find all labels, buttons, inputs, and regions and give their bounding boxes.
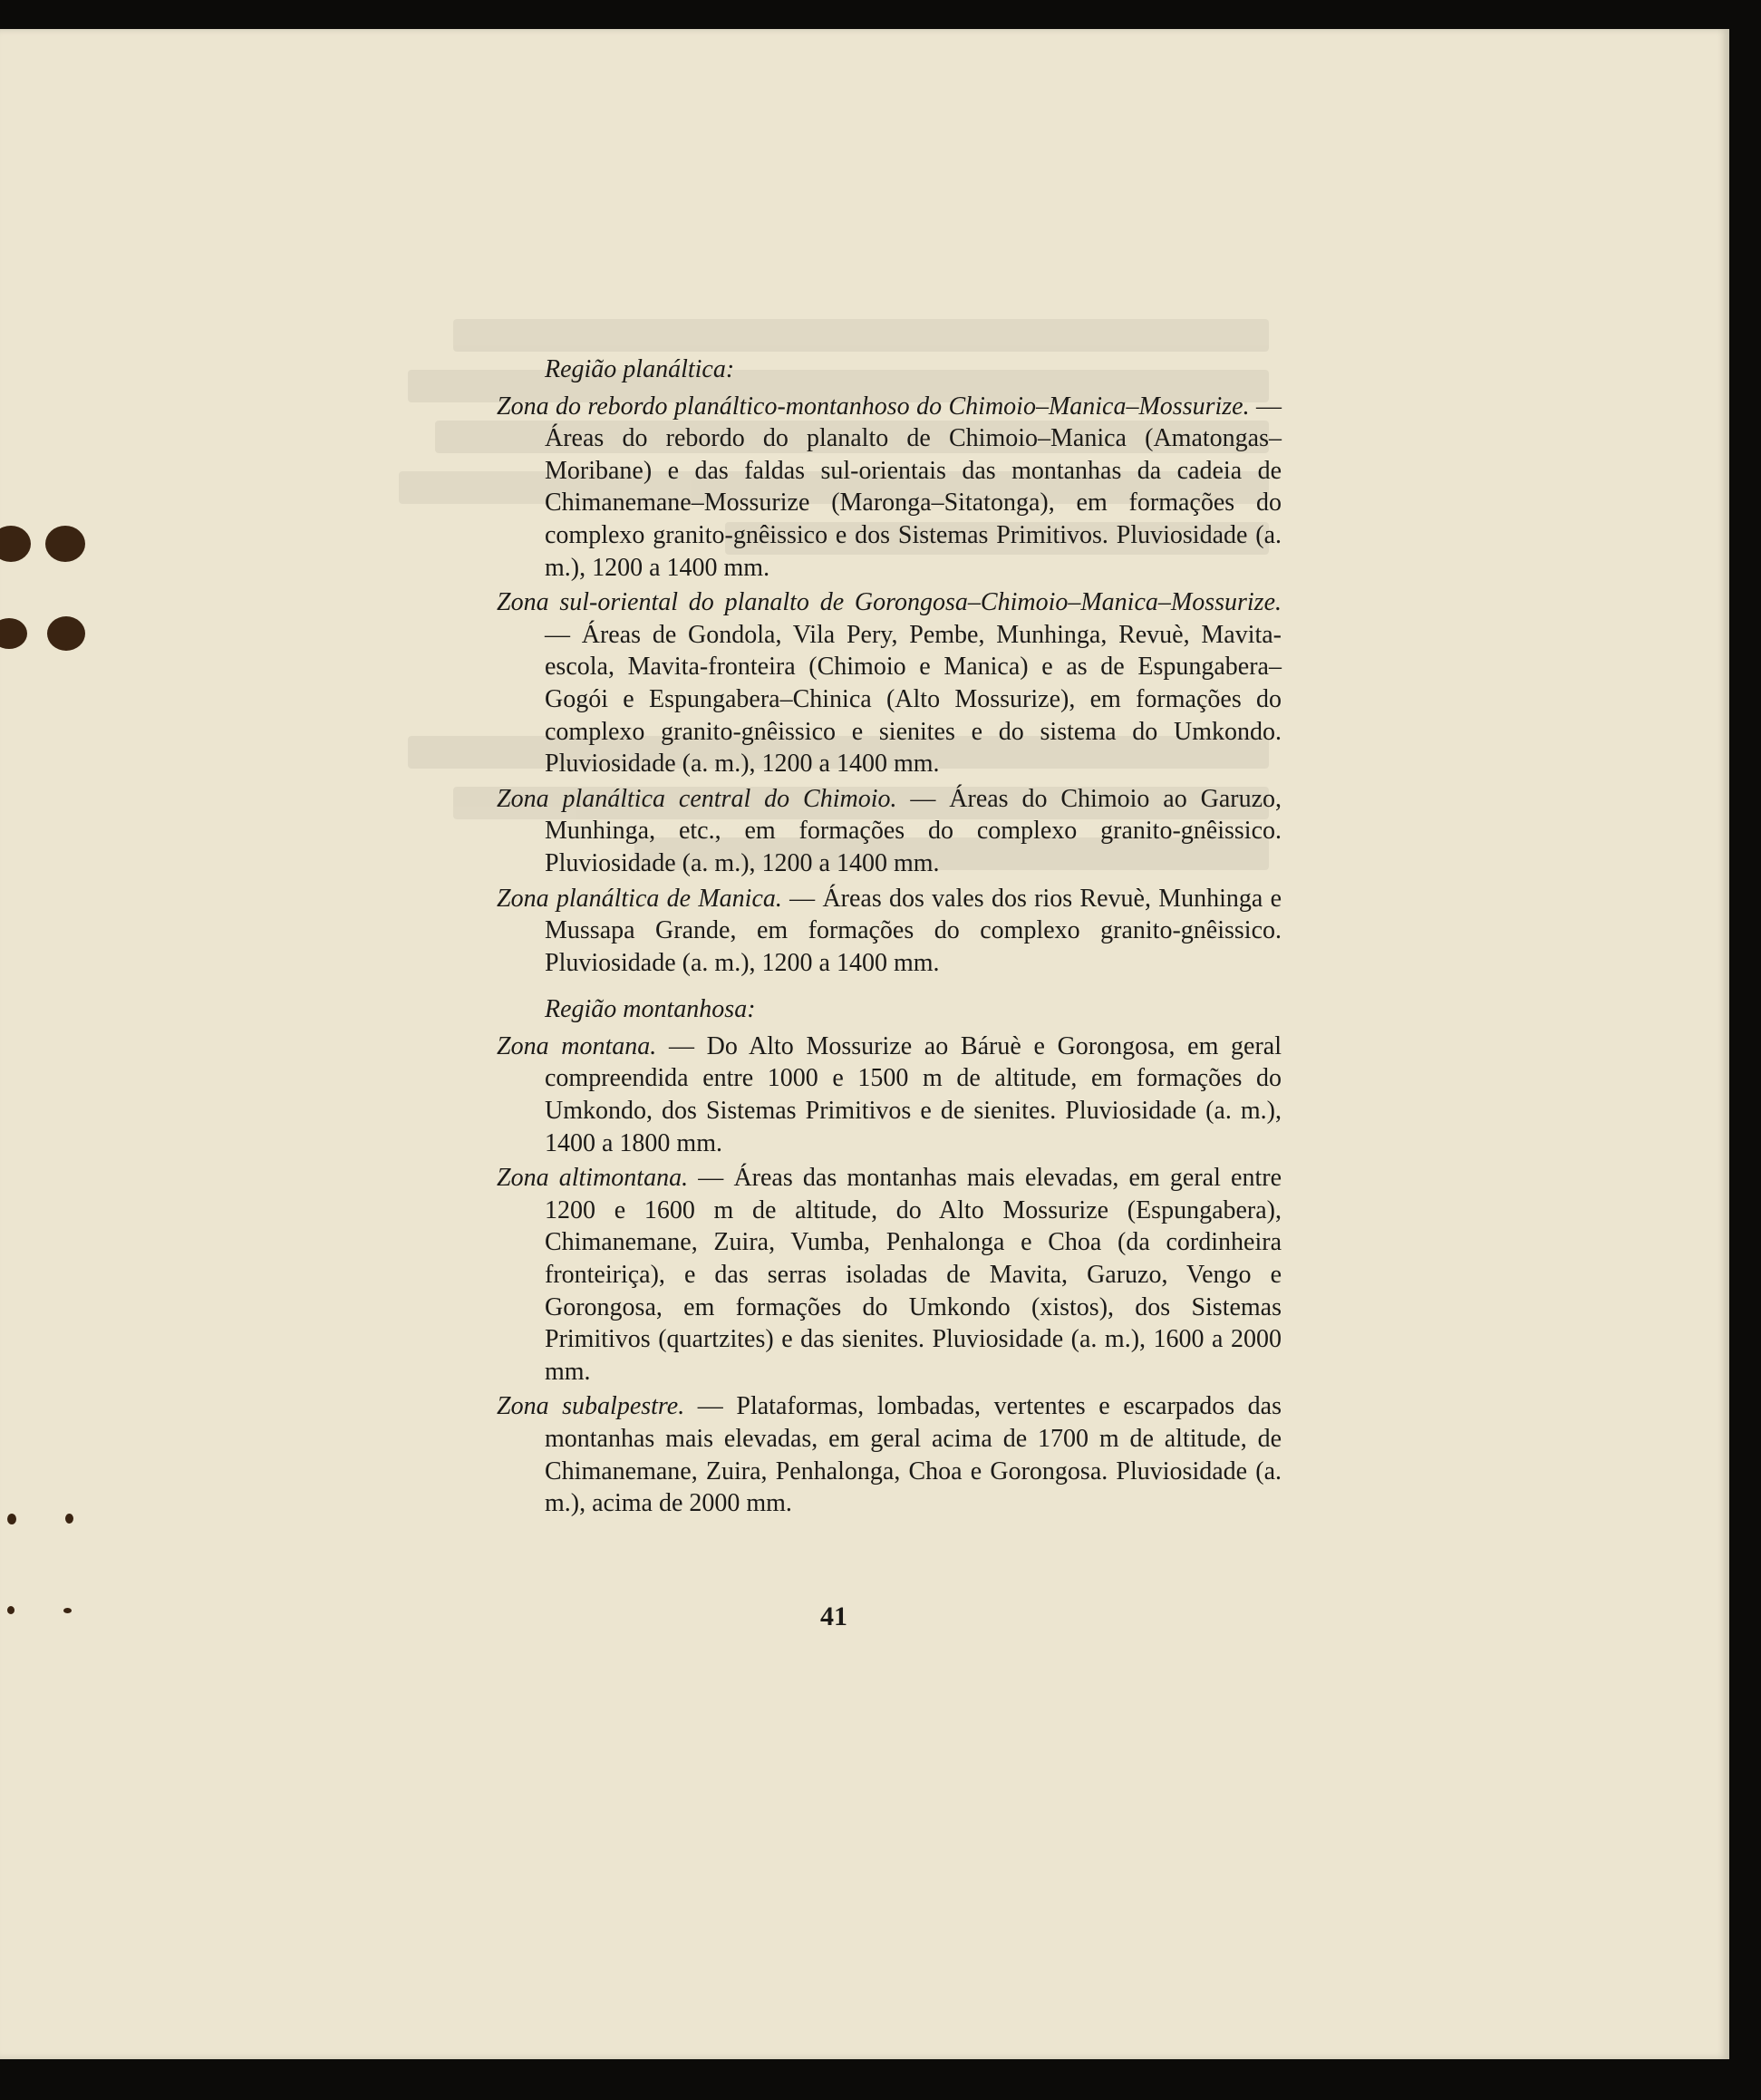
zone-entry [497,883,1282,980]
zone-name: Zona subalpestre. [497,1392,685,1421]
em-dash: — [545,620,582,649]
zone-description: Plataformas, lombadas, vertentes e escarpados das montanhas mais elevadas, em geral acima de 1700 m de altitude, de Chimanemane, Zuira, Penhalonga, Choa e Gorongosa. Pluviosidade (a. m.), acima de 2000 mm. [545,1392,1282,1518]
page-number: 41 [820,1602,847,1631]
zone-name: Zona sul-oriental do planalto de Gorongosa–Chimoio–Manica–Mossurize. [497,588,1282,617]
em-dash: — [688,1164,734,1193]
zone-name: Zona altimontana. [497,1164,689,1193]
binding-hole-mark [65,1514,73,1524]
zone-entry [497,586,1282,780]
zone-name: Zona planáltica de Manica. [497,884,782,913]
region-heading: Região montanhosa: [545,995,756,1024]
zone-description: Áreas dos vales dos rios Revuè, Munhinga e Mussapa Grande, em formações do complexo granito-gnêissico. Pluviosidade (a. m.), 1200 a 1400 mm. [545,884,1282,977]
binding-hole-mark [45,526,85,562]
zone-name: Zona planáltica central do Chimoio. [497,784,897,813]
zone-entry [497,1390,1282,1519]
zone-entry [497,783,1282,880]
zone-name: Zona do rebordo planáltico-montanhoso do Chimoio–Manica–Mossurize. [497,392,1250,421]
zone-description: Do Alto Mossurize ao Báruè e Gorongosa, em geral compreendida entre 1000 e 1500 m de altitude, em formações do Umkondo, dos Sistemas Primitivos e de sienites. Pluviosidade (a. m.), 1400 a 1800 mm. [545,1031,1282,1157]
em-dash: — [896,784,950,813]
em-dash: — [684,1392,737,1421]
zone-description: Áreas do rebordo do planalto de Chimoio–Manica (Amatongas–Moribane) e das faldas sul-orientais das montanhas da cadeia de Chimanemane–Mossurize (Maronga–Sitatonga), em formações do complexo granito-gnêissico e dos Sistemas Primitivos. Pluviosidade (a. m.), 1200 a 1400 mm. [545,424,1282,582]
region-heading: Região planáltica: [545,355,735,383]
zone-entry [497,391,1282,585]
zone-description: Áreas das montanhas mais elevadas, em geral entre 1200 e 1600 m de altitude, do Alto Mossurize (Espungabera), Chimanemane, Zuira, Vumba, Penhalonga e Choa (da cordinheira fronteiriça), e das serras isoladas de Mavita, Garuzo, Vengo e Gorongosa, em formações do Umkondo (xistos), dos Sistemas Primitivos (quartzites) e das sienites. Pluviosidade (a. m.), 1600 a 2000 mm. [545,1164,1282,1386]
body-text [497,353,1282,1523]
em-dash: — [656,1031,707,1060]
zone-name: Zona montana. [497,1031,657,1060]
zone-entry [497,1031,1282,1159]
book-page [0,29,1729,2059]
zone-description: Áreas do Chimoio ao Garuzo, Munhinga, etc., em formações do complexo granito-gnêissico. Pluviosidade (a. m.), 1200 a 1400 mm. [545,784,1282,877]
binding-hole-mark [0,526,31,562]
em-dash: — [1249,392,1282,421]
em-dash: — [781,884,823,913]
binding-hole-mark [47,616,85,651]
zone-description: Áreas de Gondola, Vila Pery, Pembe, Munhinga, Revuè, Mavita-escola, Mavita-fronteira (Chimoio e Manica) e as de Espungabera–Gogói e Espungabera–Chinica (Alto Mossurize), em formações do complexo granito-gnêissico e sienites e do sistema do Umkondo. Pluviosidade (a. m.), 1200 a 1400 mm. [545,620,1282,779]
binding-hole-mark [0,618,27,649]
binding-hole-mark [7,1514,16,1524]
zone-entry [497,1162,1282,1388]
